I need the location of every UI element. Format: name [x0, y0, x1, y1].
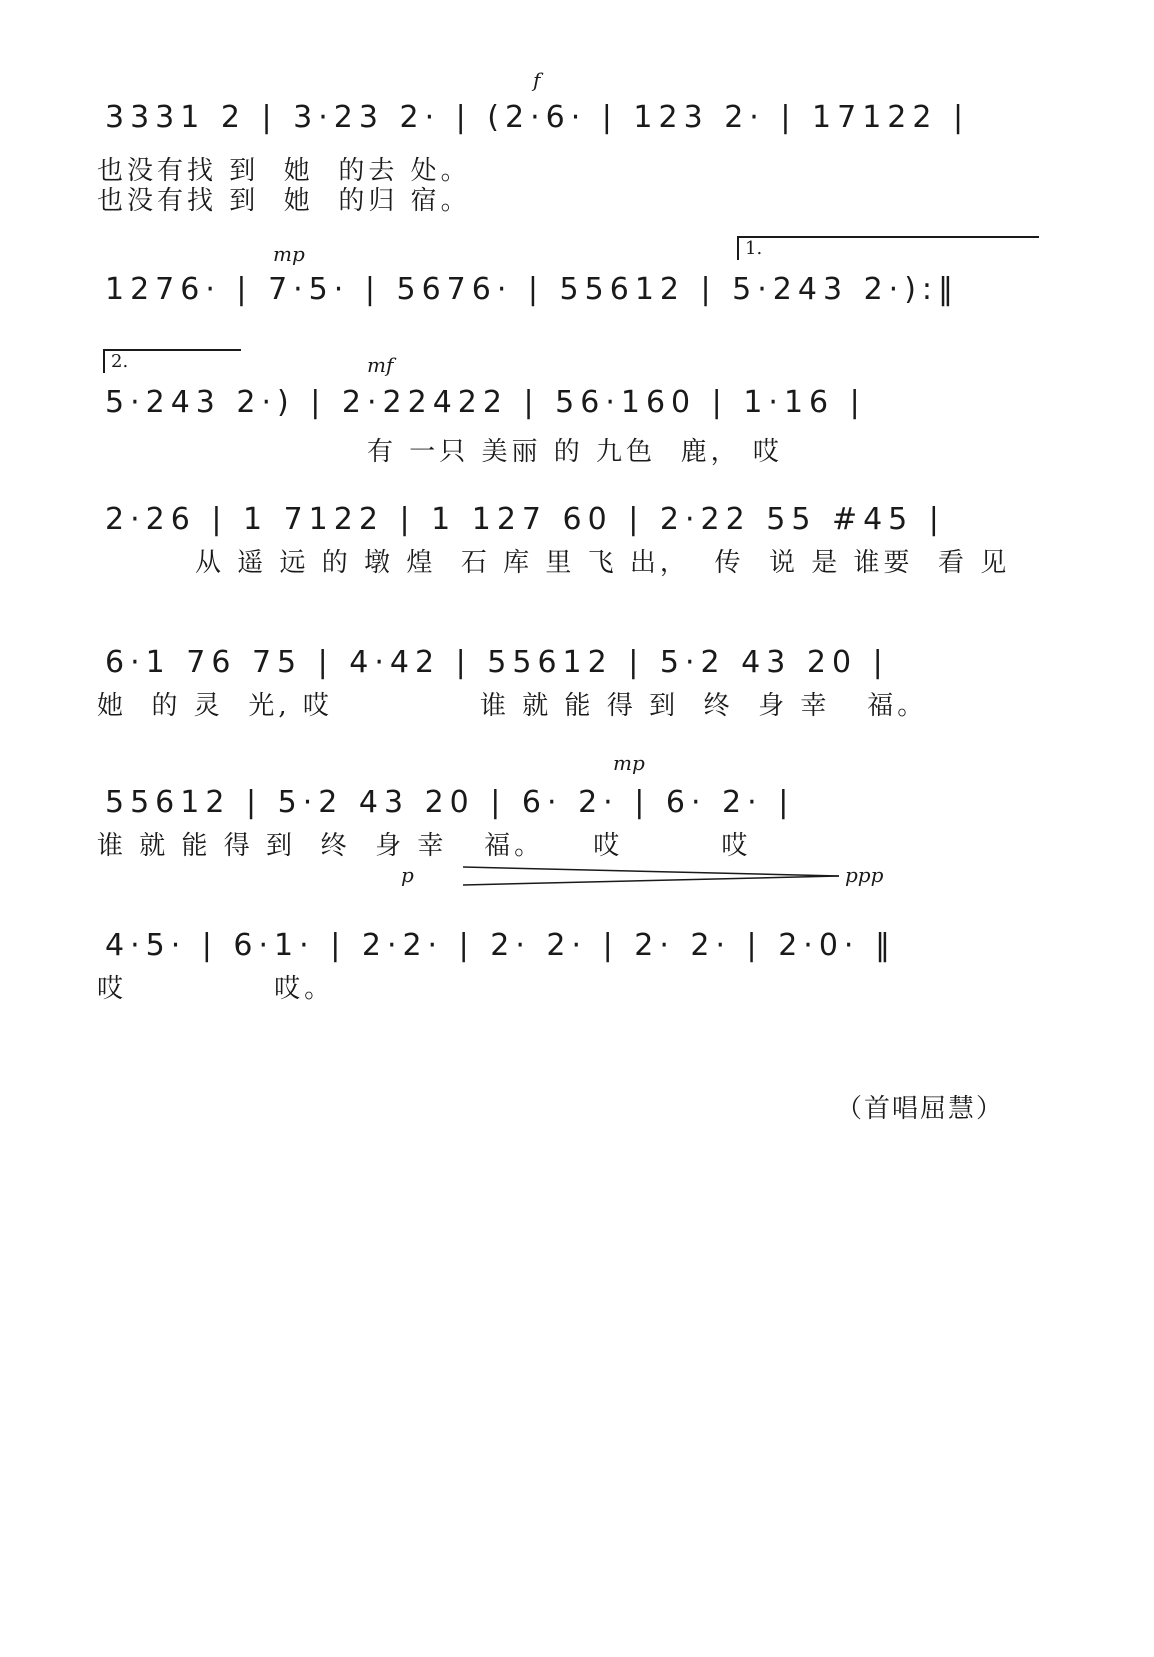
lyric-line: 她 的 灵 光, 哎 谁 就 能 得 到 终 身 幸 福。 — [97, 691, 928, 721]
dynamic-mark: mf — [367, 353, 394, 377]
dynamic-mark: mp — [273, 242, 305, 266]
volta-label-1: 1. — [745, 238, 763, 259]
dynamic-mark: p — [401, 863, 414, 887]
score-line-4 — [105, 462, 1084, 612]
lyric-line: 哎 哎。 — [97, 974, 335, 1004]
dynamic-mark: mp — [613, 751, 645, 775]
score-line-7 — [97, 888, 1084, 1038]
decrescendo-hairpin — [463, 863, 843, 889]
notation-line: 1276· | 7·5· | 5676· | 55612 | 5·243 2·):‖ — [105, 272, 960, 307]
singer-credit: （首唱屈慧） — [835, 1094, 1004, 1124]
score-line-1 — [97, 60, 1084, 216]
notation-line: 3331 2 | 3·23 2· | (2·6· | 123 2· | 17122 | — [105, 100, 970, 135]
dynamic-mark: ppp — [845, 863, 884, 887]
volta-label-2: 2. — [111, 351, 129, 372]
notation-line: 4·5· | 6·1· | 2·2· | 2· 2· | 2· 2· | 2·0· ‖ — [105, 928, 896, 963]
notation-line: 2·26 | 1 7122 | 1 127 60 | 2·22 55 #45 | — [105, 502, 945, 537]
lyric-line: 有 一只 美丽 的 九色 鹿， 哎 — [367, 437, 783, 467]
volta-bracket-1 — [737, 236, 1039, 260]
score-line-6 — [97, 745, 1084, 895]
notation-line: 6·1 76 75 | 4·42 | 55612 | 5·2 43 20 | — [105, 645, 889, 680]
lyric-verse-2: 也没有找 到 她 的归 宿。 — [97, 186, 471, 216]
notation-line: 55612 | 5·2 43 20 | 6· 2· | 6· 2· | — [105, 785, 795, 820]
lyric-line: 谁 就 能 得 到 终 身 幸 福。 哎 哎 — [97, 831, 752, 861]
lyric-verse-1: 也没有找 到 她 的去 处。 — [97, 156, 471, 186]
score-line-5 — [97, 605, 1084, 755]
dynamic-mark: f — [533, 68, 541, 92]
notation-line: 5·243 2·) | 2·22422 | 56·160 | 1·16 | — [105, 385, 866, 420]
lyric-line: 从 遥 远 的 墩 煌 石 库 里 飞 出， 传 说 是 谁要 看 见 — [195, 548, 1011, 578]
